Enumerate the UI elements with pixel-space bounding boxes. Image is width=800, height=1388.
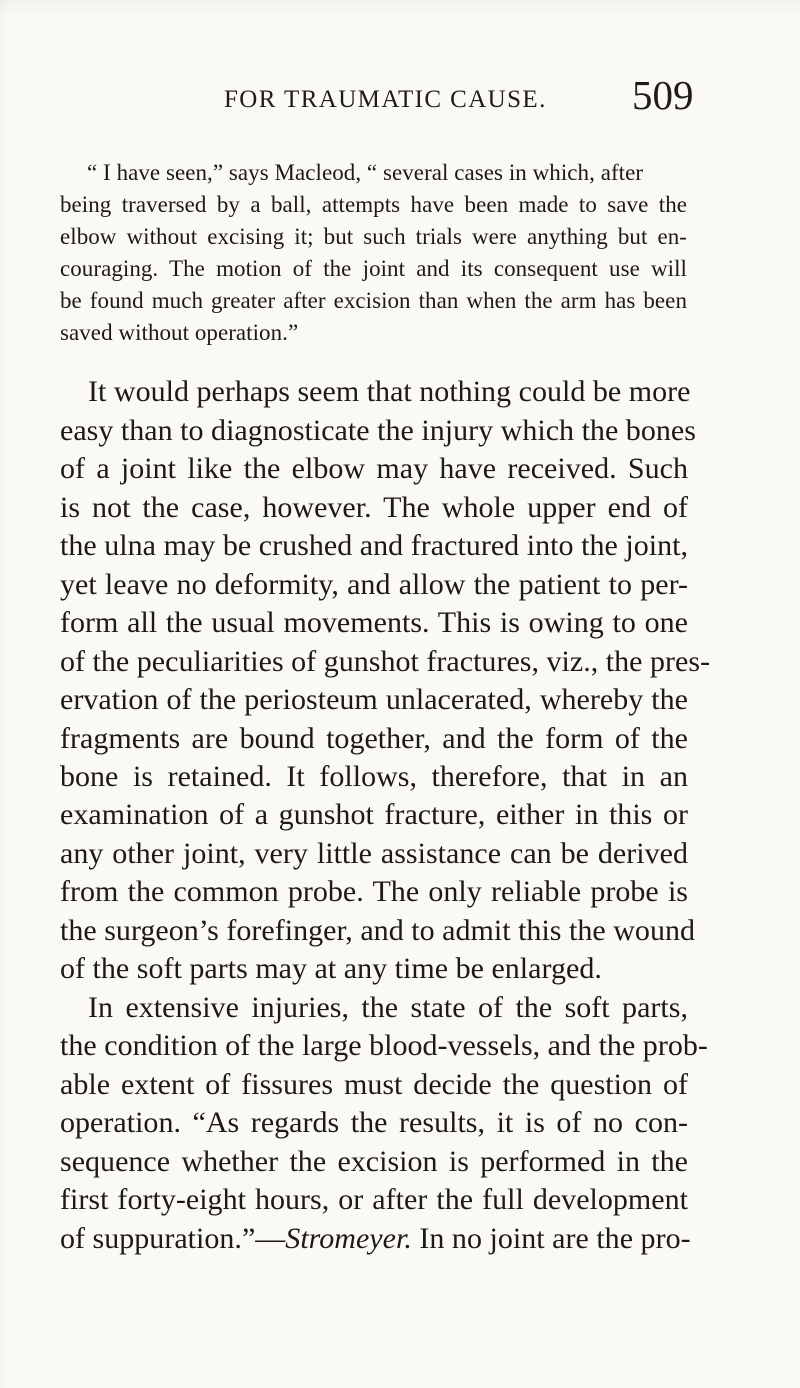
paragraph-2-line-5: sequence whether the excision is performed in the: [60, 1145, 688, 1178]
closing-line-text-end: In no joint are the pro-: [411, 1222, 691, 1255]
closing-line-text-start: of suppuration.”—: [60, 1222, 286, 1255]
page-number: 509: [632, 72, 694, 118]
paragraph-1-line-13: any other joint, very little assistance can be derived: [60, 837, 688, 870]
paragraph-1-line-9: ervation of the periosteum unlacerated, whereby the: [60, 683, 688, 716]
left-page-shadow: [0, 0, 10, 1388]
paragraph-1-line-4: is not the case, however. The whole upper end of: [60, 491, 688, 524]
paragraph-1-line-12: examination of a gunshot fracture, either in this or: [60, 798, 688, 831]
attribution-author: Stromeyer.: [285, 1222, 412, 1255]
quote-line-1: “ I have seen,” says Macleod, “ several cases in which, after: [87, 160, 644, 185]
quote-line-4: couraging. The motion of the joint and its consequent use will: [60, 256, 687, 281]
paragraph-2-line-1: In extensive injuries, the state of the soft parts,: [88, 991, 688, 1024]
paragraph-1-line-6: yet leave no deformity, and allow the patient to per-: [60, 568, 688, 601]
paragraph-1-line-1: It would perhaps seem that nothing could be more: [88, 375, 691, 408]
paragraph-1-line-15: the surgeon’s forefinger, and to admit this the wound: [60, 914, 696, 947]
paragraph-2-line-2: the condition of the large blood-vessels, and the prob-: [60, 1029, 708, 1062]
paragraph-2-line-4: operation. “As regards the results, it is of no con-: [60, 1106, 688, 1139]
paragraph-2-line-6: first forty-eight hours, or after the full development: [60, 1183, 688, 1216]
quote-line-3: elbow without excising it; but such trials were anything but en-: [60, 224, 687, 249]
paragraph-1-line-2: easy than to diagnosticate the injury which the bones: [60, 414, 696, 447]
paragraph-2-line-7: [60, 1222, 691, 1255]
quote-line-2: being traversed by a ball, attempts have been made to save the: [60, 192, 687, 217]
paragraph-1-line-7: form all the usual movements. This is owing to one: [60, 606, 688, 639]
paragraph-1-line-14: from the common probe. The only reliable probe is: [60, 875, 688, 908]
quote-line-5: be found much greater after excision than when the arm has been: [60, 288, 687, 313]
paragraph-1-line-5: the ulna may be crushed and fractured into the joint,: [60, 529, 688, 562]
paragraph-1-line-16: of the soft parts may at any time be enlarged.: [60, 952, 602, 985]
quote-line-6: saved without operation.”: [60, 320, 299, 345]
running-head: FOR TRAUMATIC CAUSE.: [224, 86, 547, 113]
paragraph-1-line-8: of the peculiarities of gunshot fractures, viz., the pres-: [60, 645, 711, 678]
page-header: [0, 0, 800, 140]
paragraph-1-line-11: bone is retained. It follows, therefore, that in an: [60, 760, 688, 793]
paragraph-1-line-3: of a joint like the elbow may have received. Such: [60, 452, 688, 485]
paragraph-2-line-3: able extent of fissures must decide the question of: [60, 1068, 688, 1101]
paragraph-1-line-10: fragments are bound together, and the form of the: [60, 722, 688, 755]
